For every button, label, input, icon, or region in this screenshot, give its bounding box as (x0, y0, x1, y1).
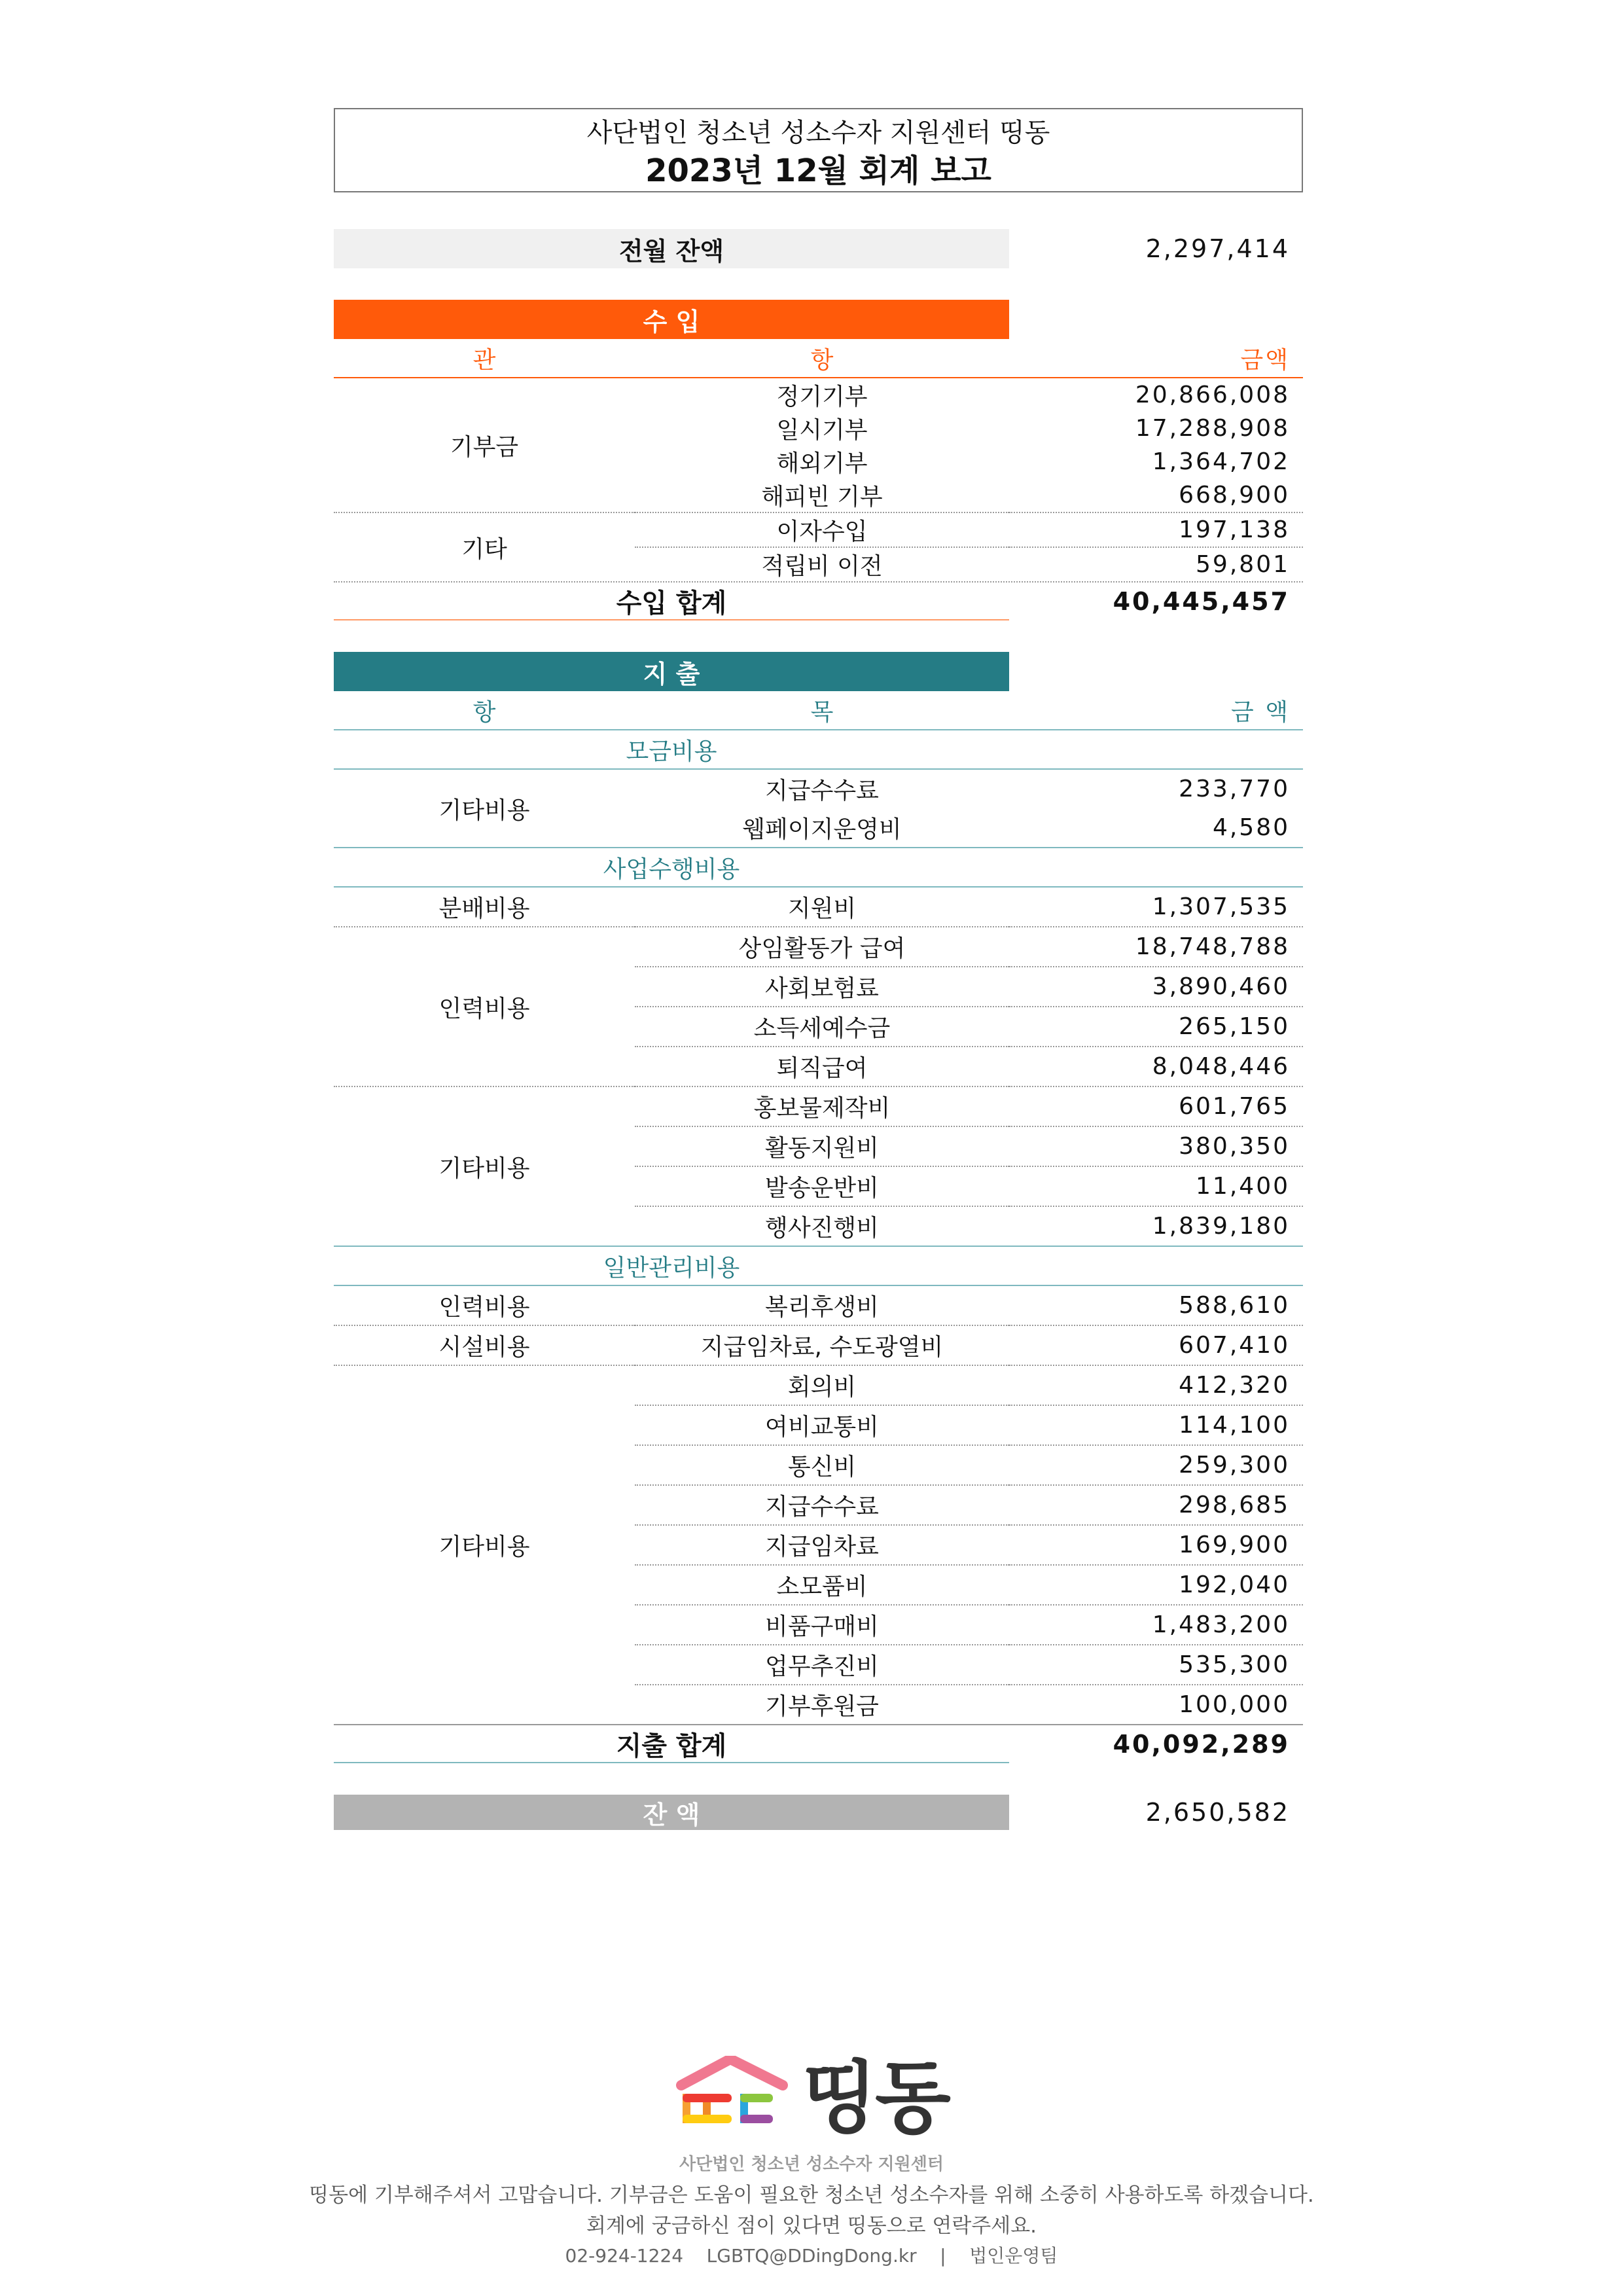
income-column-header (334, 339, 1303, 378)
item-name: 행사진행비 (635, 1206, 1009, 1246)
item-amount: 588,610 (1179, 1292, 1290, 1319)
item-amount: 3,890,460 (1009, 967, 1303, 1007)
org-name: 사단법인 청소년 성소수자 지원센터 띵동 (586, 118, 1050, 148)
item-name: 지급수수료 (765, 778, 879, 804)
item-amount: 11,400 (1009, 1166, 1303, 1206)
prev-balance-amount: 2,297,414 (1145, 234, 1290, 263)
category-title: 일반관리비용 (334, 1246, 1009, 1285)
category-row (334, 1246, 1303, 1285)
group-name: 기타비용 (334, 1086, 635, 1246)
item-amount: 1,307,535 (1152, 893, 1290, 920)
table-row (334, 1365, 1303, 1405)
col-amount: 금 액 (1009, 691, 1303, 730)
expense-table (334, 691, 1303, 1724)
prev-balance-label: 전월 잔액 (334, 229, 1009, 268)
expense-title: 지 출 (334, 652, 1009, 691)
footer-org: 사단법인 청소년 성소수자 지원센터 (679, 2155, 944, 2174)
item-amount: 607,410 (1009, 1325, 1303, 1365)
item-name: 발송운반비 (635, 1166, 1009, 1206)
col-hang: 항 (635, 339, 1009, 378)
item-amount: 114,100 (1009, 1405, 1303, 1445)
item-name: 회의비 (635, 1365, 1009, 1405)
item-amount: 100,000 (1009, 1685, 1303, 1724)
item-amount: 535,300 (1009, 1645, 1303, 1685)
item-amount: 18,748,788 (1009, 927, 1303, 967)
item-name: 통신비 (635, 1445, 1009, 1485)
title-box (334, 108, 1303, 192)
col-mok: 목 (635, 691, 1009, 730)
table-row (334, 1325, 1303, 1365)
item-name: 이자수입 (635, 512, 1009, 547)
item-name: 지원비 (787, 895, 857, 922)
table-row (334, 887, 1303, 927)
thanks-text: 띵동에 기부해주셔서 고맙습니다. 기부금은 도움이 필요한 청소년 성소수자를 위해 소중히 사용하도록 하겠습니다. (309, 2183, 1314, 2207)
group-name: 시설비용 (334, 1325, 635, 1365)
item-amount: 380,350 (1009, 1126, 1303, 1166)
expense-total-row (334, 1724, 1303, 1763)
expense-total-label: 지출 합계 (334, 1725, 1009, 1763)
item-name: 지급임차료, 수도광열비 (635, 1325, 1009, 1365)
contact-info: 02-924-1224 LGBTQ@DDingDong.kr | 법인운영팀 (565, 2245, 1058, 2267)
item-amount: 192,040 (1009, 1565, 1303, 1605)
item-amount: 1,483,200 (1009, 1605, 1303, 1645)
category-spacer (1009, 1246, 1303, 1285)
expense-column-header (334, 691, 1303, 730)
group-name: 기타비용 (334, 1365, 635, 1724)
item-name: 적립비 이전 (635, 547, 1009, 581)
category-title: 모금비용 (334, 730, 1009, 769)
category-title: 사업수행비용 (334, 848, 1009, 887)
item-amount: 1,364,702 (1152, 448, 1290, 475)
item-name: 활동지원비 (635, 1126, 1009, 1166)
item-amount: 197,138 (1009, 512, 1303, 547)
item-amount: 298,685 (1009, 1485, 1303, 1525)
report-title: 2023년 12월 회계 보고 (645, 152, 991, 189)
category-row (334, 848, 1303, 887)
item-amount: 8,048,446 (1009, 1047, 1303, 1086)
item-name: 복리후생비 (765, 1294, 879, 1321)
item-amount: 1,839,180 (1009, 1206, 1303, 1246)
contact-prompt: 회계에 궁금하신 점이 있다면 띵동으로 연락주세요. (586, 2214, 1037, 2238)
item-amount: 668,900 (1179, 482, 1290, 509)
col-gwan: 관 (334, 339, 635, 378)
house-logo-icon (675, 2056, 793, 2128)
balance-amount: 2,650,582 (1145, 1798, 1290, 1827)
income-total-amount: 40,445,457 (1113, 587, 1290, 616)
table-row (334, 927, 1303, 967)
item-name: 지급수수료 (635, 1485, 1009, 1525)
income-title: 수 입 (334, 300, 1009, 339)
item-name: 홍보물제작비 (635, 1086, 1009, 1126)
item-name: 해피빈 기부 (761, 484, 883, 511)
table-row (334, 512, 1303, 547)
group-name: 인력비용 (334, 927, 635, 1086)
item-amount: 265,150 (1009, 1007, 1303, 1047)
item-name: 소모품비 (635, 1565, 1009, 1605)
item-amount: 4,580 (1212, 814, 1290, 841)
table-row (334, 378, 1303, 412)
logo-text: 띵동 (802, 2053, 948, 2144)
item-amount: 17,288,908 (1135, 415, 1290, 442)
item-amount: 59,801 (1009, 547, 1303, 581)
group-name: 기타비용 (438, 797, 530, 824)
category-spacer (1009, 730, 1303, 769)
group-name: 기타 (334, 512, 635, 581)
item-name: 업무추진비 (635, 1645, 1009, 1685)
col-amount: 금액 (1009, 339, 1303, 378)
item-name: 퇴직급여 (635, 1047, 1009, 1086)
income-header (334, 300, 1303, 339)
balance-row (334, 1795, 1303, 1830)
table-row (334, 1086, 1303, 1126)
item-amount: 169,900 (1009, 1525, 1303, 1565)
item-amount: 412,320 (1009, 1365, 1303, 1405)
item-name: 정기기부 (776, 384, 868, 410)
category-row (334, 730, 1303, 769)
income-table (334, 339, 1303, 581)
item-name: 사회보험료 (635, 967, 1009, 1007)
item-name: 여비교통비 (635, 1405, 1009, 1445)
table-row (334, 1285, 1303, 1325)
item-amount: 601,765 (1009, 1086, 1303, 1126)
prev-balance-row (334, 229, 1303, 268)
item-name: 기부후원금 (635, 1685, 1009, 1724)
table-row (334, 769, 1303, 808)
expense-total-amount: 40,092,289 (1113, 1730, 1290, 1759)
item-amount: 233,770 (1179, 776, 1290, 802)
report (334, 108, 1303, 1830)
group-name: 기부금 (450, 433, 519, 461)
item-name: 일시기부 (776, 417, 868, 444)
item-name: 해외기부 (776, 450, 868, 477)
group-name: 인력비용 (438, 1294, 530, 1321)
balance-label: 잔 액 (334, 1795, 1009, 1830)
income-total-row (334, 581, 1303, 620)
category-spacer (1009, 848, 1303, 887)
group-name: 분배비용 (438, 895, 530, 922)
logo (675, 2036, 948, 2148)
footer (0, 2036, 1623, 2270)
item-name: 웹페이지운영비 (742, 816, 902, 843)
expense-header (334, 652, 1303, 691)
item-name: 상임활동가 급여 (635, 927, 1009, 967)
income-total-label: 수입 합계 (334, 583, 1009, 620)
item-amount: 259,300 (1009, 1445, 1303, 1485)
col-hang: 항 (334, 691, 635, 730)
item-name: 소득세예수금 (635, 1007, 1009, 1047)
item-name: 지급임차료 (635, 1525, 1009, 1565)
item-amount: 20,866,008 (1135, 382, 1290, 408)
item-name: 비품구매비 (635, 1605, 1009, 1645)
